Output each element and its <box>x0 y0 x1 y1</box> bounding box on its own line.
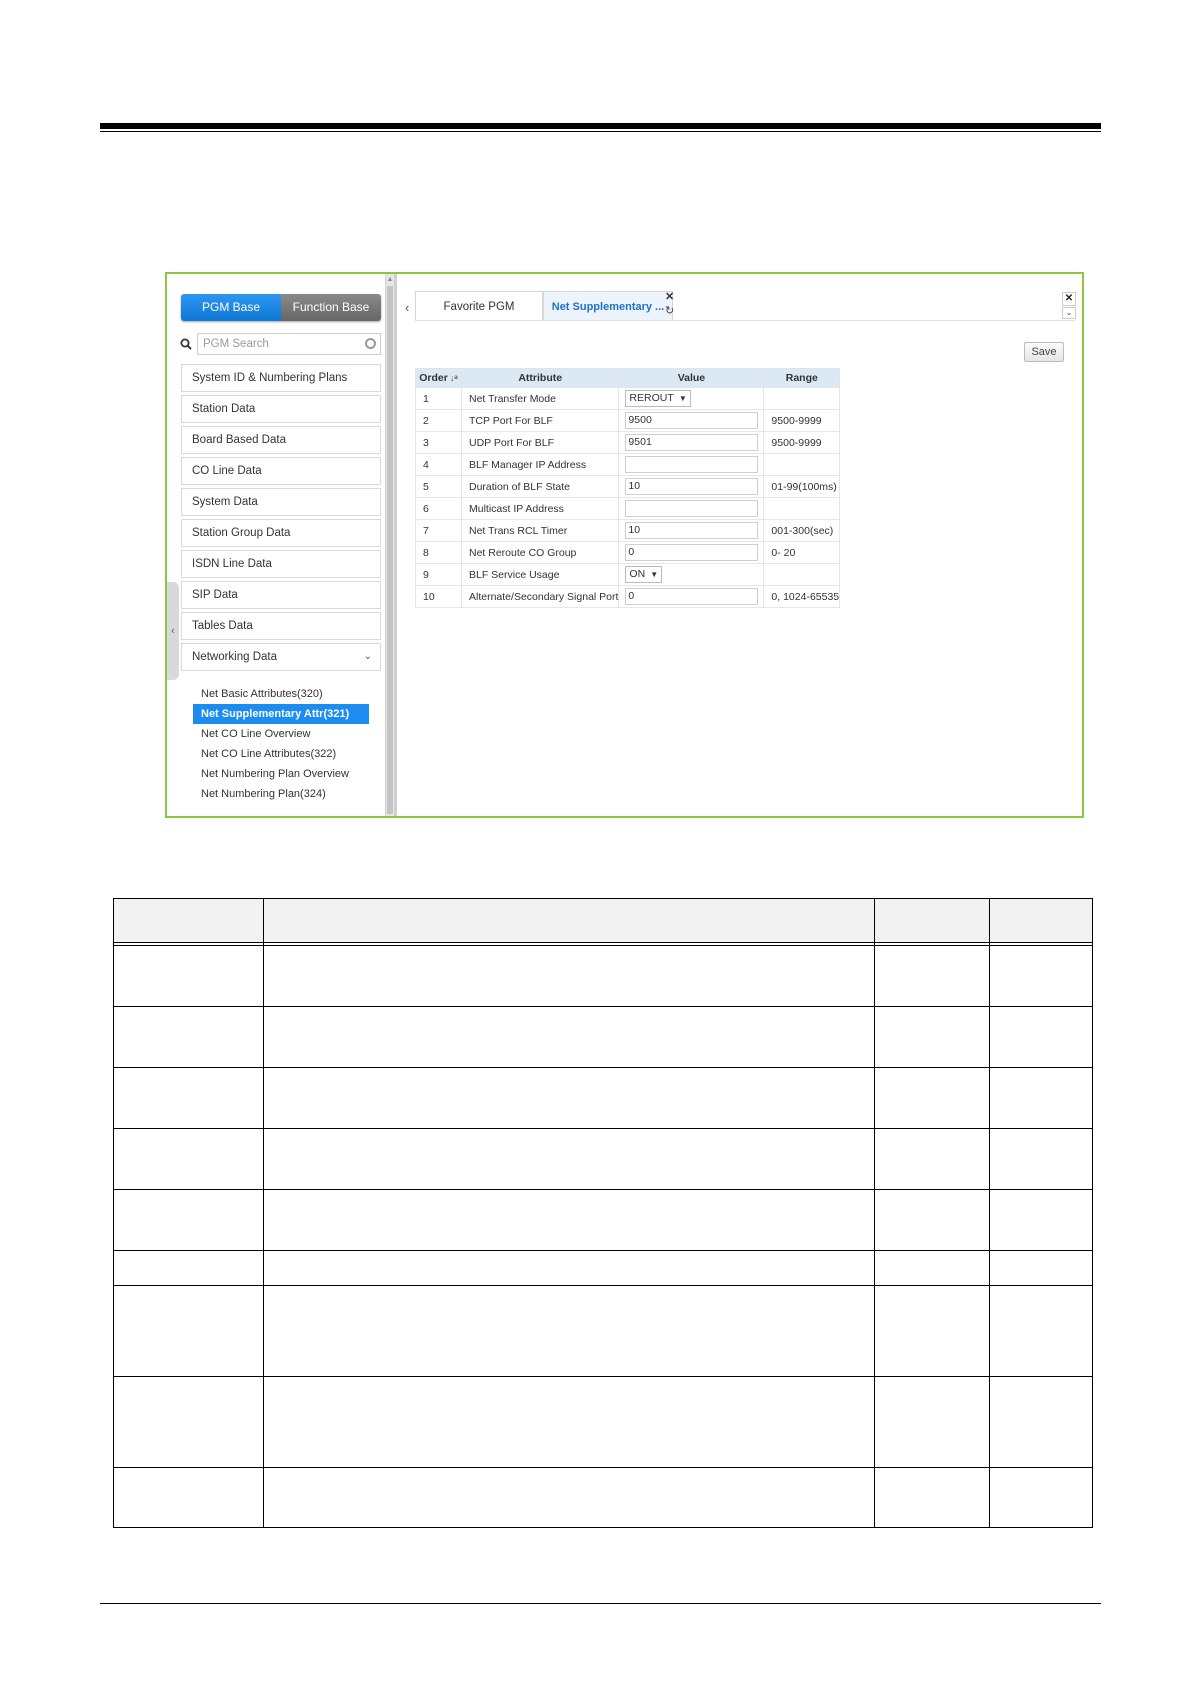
close-tab-icon[interactable]: ✕ <box>665 291 675 303</box>
column-label: Order <box>419 372 448 384</box>
menu-item-label: System ID & Numbering Plans <box>192 372 348 384</box>
menu-item-label: Networking Data <box>192 651 278 663</box>
range-cell <box>764 498 840 520</box>
chevron-down-icon[interactable]: ⌄ <box>1062 307 1076 319</box>
range-cell <box>764 454 840 476</box>
menu-item-label: System Data <box>192 496 258 508</box>
order-cell: 7 <box>416 520 462 542</box>
header-double-rule <box>114 945 1092 946</box>
pgm-search-field <box>197 333 381 355</box>
function-base-button[interactable]: Function Base <box>281 294 381 321</box>
close-icon[interactable]: ✕ <box>1062 292 1076 306</box>
scroll-up-icon[interactable]: ▲ <box>386 276 394 283</box>
menu-item-station-group-data[interactable] <box>181 519 381 547</box>
submenu-net-numbering-plan-overview[interactable]: Net Numbering Plan Overview <box>201 768 349 780</box>
clear-search-icon[interactable] <box>365 338 376 349</box>
column-header-value[interactable]: Value <box>619 369 764 388</box>
row-divider <box>114 1285 1092 1286</box>
table-row <box>416 410 840 432</box>
order-cell: 1 <box>416 388 462 410</box>
menu-item-label: Tables Data <box>192 620 253 632</box>
alternate-signal-port-input[interactable]: 0 <box>625 588 758 605</box>
sidebar-scrollbar[interactable] <box>385 274 395 816</box>
order-cell: 4 <box>416 454 462 476</box>
value-cell <box>619 520 764 542</box>
menu-item-label: Station Data <box>192 403 256 415</box>
range-cell <box>764 388 840 410</box>
table-row <box>416 564 840 586</box>
attribute-cell: Net Reroute CO Group <box>462 542 619 564</box>
multicast-ip-input[interactable] <box>625 500 758 517</box>
table-row <box>416 388 840 410</box>
menu-item-networking-data[interactable] <box>181 643 381 671</box>
net-trans-rcl-timer-input[interactable]: 10 <box>625 522 758 539</box>
order-cell: 6 <box>416 498 462 520</box>
value-cell <box>619 498 764 520</box>
menu-item-label: Board Based Data <box>192 434 286 446</box>
menu-item-system-data[interactable] <box>181 488 381 516</box>
row-divider <box>114 1376 1092 1377</box>
blf-duration-input[interactable]: 10 <box>625 478 758 495</box>
tab-scroll-left-icon[interactable]: ‹ <box>405 300 410 315</box>
udp-port-input[interactable]: 9501 <box>625 434 758 451</box>
range-cell: 001-300(sec) <box>764 520 840 542</box>
tab-bar-divider <box>415 320 1075 321</box>
order-cell: 8 <box>416 542 462 564</box>
attribute-cell: UDP Port For BLF <box>462 432 619 454</box>
column-divider <box>874 899 875 1527</box>
submenu-net-numbering-plan[interactable]: Net Numbering Plan(324) <box>201 788 326 800</box>
row-divider <box>114 1467 1092 1468</box>
net-transfer-mode-select[interactable] <box>625 390 690 407</box>
attribute-cell: Alternate/Secondary Signal Port <box>462 586 619 608</box>
attribute-grid <box>415 368 840 608</box>
chevron-down-icon: ⌄ <box>363 651 372 662</box>
base-toggle <box>181 294 381 321</box>
pgm-base-button[interactable]: PGM Base <box>181 294 281 321</box>
table-row <box>416 454 840 476</box>
dropdown-arrow-icon: ▼ <box>650 570 659 579</box>
table-row <box>416 432 840 454</box>
menu-item-label: Station Group Data <box>192 527 291 539</box>
submenu-net-co-line-overview[interactable]: Net CO Line Overview <box>201 728 311 740</box>
menu-item-label: SIP Data <box>192 589 238 601</box>
menu-item-co-line-data[interactable] <box>181 457 381 485</box>
value-cell <box>619 476 764 498</box>
order-cell: 3 <box>416 432 462 454</box>
menu-item-system-id[interactable] <box>181 364 381 392</box>
header-rule <box>100 123 1101 129</box>
sidebar-collapse-handle[interactable]: ‹ <box>167 582 179 680</box>
menu-item-sip-data[interactable] <box>181 581 381 609</box>
refresh-icon[interactable]: ↻ <box>665 305 675 317</box>
table-row <box>416 476 840 498</box>
tab-favorite-pgm[interactable]: Favorite PGM <box>415 291 543 321</box>
value-cell <box>619 454 764 476</box>
dropdown-arrow-icon: ▼ <box>678 394 687 403</box>
menu-item-isdn-line-data[interactable] <box>181 550 381 578</box>
column-header-order[interactable] <box>416 369 462 388</box>
range-cell: 9500-9999 <box>764 432 840 454</box>
attribute-cell: Duration of BLF State <box>462 476 619 498</box>
header-rule-thin <box>100 131 1101 132</box>
row-divider <box>114 1128 1092 1129</box>
submenu-net-supplementary-attr[interactable]: Net Supplementary Attr(321) <box>193 704 369 724</box>
sidebar <box>167 274 395 816</box>
submenu-net-basic-attributes[interactable]: Net Basic Attributes(320) <box>201 688 323 700</box>
order-cell: 9 <box>416 564 462 586</box>
range-cell: 0- 20 <box>764 542 840 564</box>
row-divider <box>114 1250 1092 1251</box>
column-header-attribute[interactable]: Attribute <box>462 369 619 388</box>
tcp-port-input[interactable]: 9500 <box>625 412 758 429</box>
menu-item-board-based-data[interactable] <box>181 426 381 454</box>
order-cell: 2 <box>416 410 462 432</box>
table-row <box>416 498 840 520</box>
attribute-cell: BLF Manager IP Address <box>462 454 619 476</box>
value-cell <box>619 564 764 586</box>
range-cell <box>764 564 840 586</box>
order-cell: 5 <box>416 476 462 498</box>
value-cell <box>619 586 764 608</box>
row-divider <box>114 1189 1092 1190</box>
screenshot-frame <box>165 272 1084 818</box>
value-cell <box>619 432 764 454</box>
search-icon[interactable] <box>180 338 192 350</box>
column-divider <box>989 899 990 1527</box>
range-cell: 9500-9999 <box>764 410 840 432</box>
attribute-cell: Net Trans RCL Timer <box>462 520 619 542</box>
table-header-row <box>114 899 1092 943</box>
range-cell: 0, 1024-65535 <box>764 586 840 608</box>
table-row <box>416 542 840 564</box>
order-cell: 10 <box>416 586 462 608</box>
table-row <box>416 586 840 608</box>
column-header-range[interactable]: Range <box>764 369 840 388</box>
table-row <box>416 520 840 542</box>
sort-icon[interactable]: ↓ᵃ <box>449 373 458 383</box>
row-divider <box>114 1067 1092 1068</box>
net-reroute-co-group-input[interactable]: 0 <box>625 544 758 561</box>
menu-item-tables-data[interactable] <box>181 612 381 640</box>
scrollbar-thumb[interactable] <box>387 286 393 814</box>
value-cell <box>619 410 764 432</box>
range-cell: 01-99(100ms) <box>764 476 840 498</box>
blf-service-usage-select[interactable] <box>625 566 662 583</box>
attribute-cell: Multicast IP Address <box>462 498 619 520</box>
blf-manager-ip-input[interactable] <box>625 456 758 473</box>
grid-header-row <box>416 369 840 388</box>
attribute-cell: TCP Port For BLF <box>462 410 619 432</box>
menu-item-station-data[interactable] <box>181 395 381 423</box>
divider <box>395 274 397 816</box>
main-content <box>395 274 1084 816</box>
menu-item-label: ISDN Line Data <box>192 558 272 570</box>
attribute-cell: BLF Service Usage <box>462 564 619 586</box>
attribute-cell: Net Transfer Mode <box>462 388 619 410</box>
submenu-net-co-line-attributes[interactable]: Net CO Line Attributes(322) <box>201 748 337 760</box>
value-cell <box>619 542 764 564</box>
select-value: REROUT <box>629 392 674 404</box>
document-table <box>113 898 1093 1528</box>
tab-net-supplementary[interactable]: Net Supplementary ... <box>543 291 673 321</box>
footer-rule <box>100 1603 1101 1604</box>
row-divider <box>114 1006 1092 1007</box>
column-divider <box>263 899 264 1527</box>
select-value: ON <box>629 568 646 580</box>
save-button[interactable]: Save <box>1024 342 1064 362</box>
pgm-search-input[interactable] <box>198 334 358 354</box>
menu-item-label: CO Line Data <box>192 465 262 477</box>
value-cell <box>619 388 764 410</box>
